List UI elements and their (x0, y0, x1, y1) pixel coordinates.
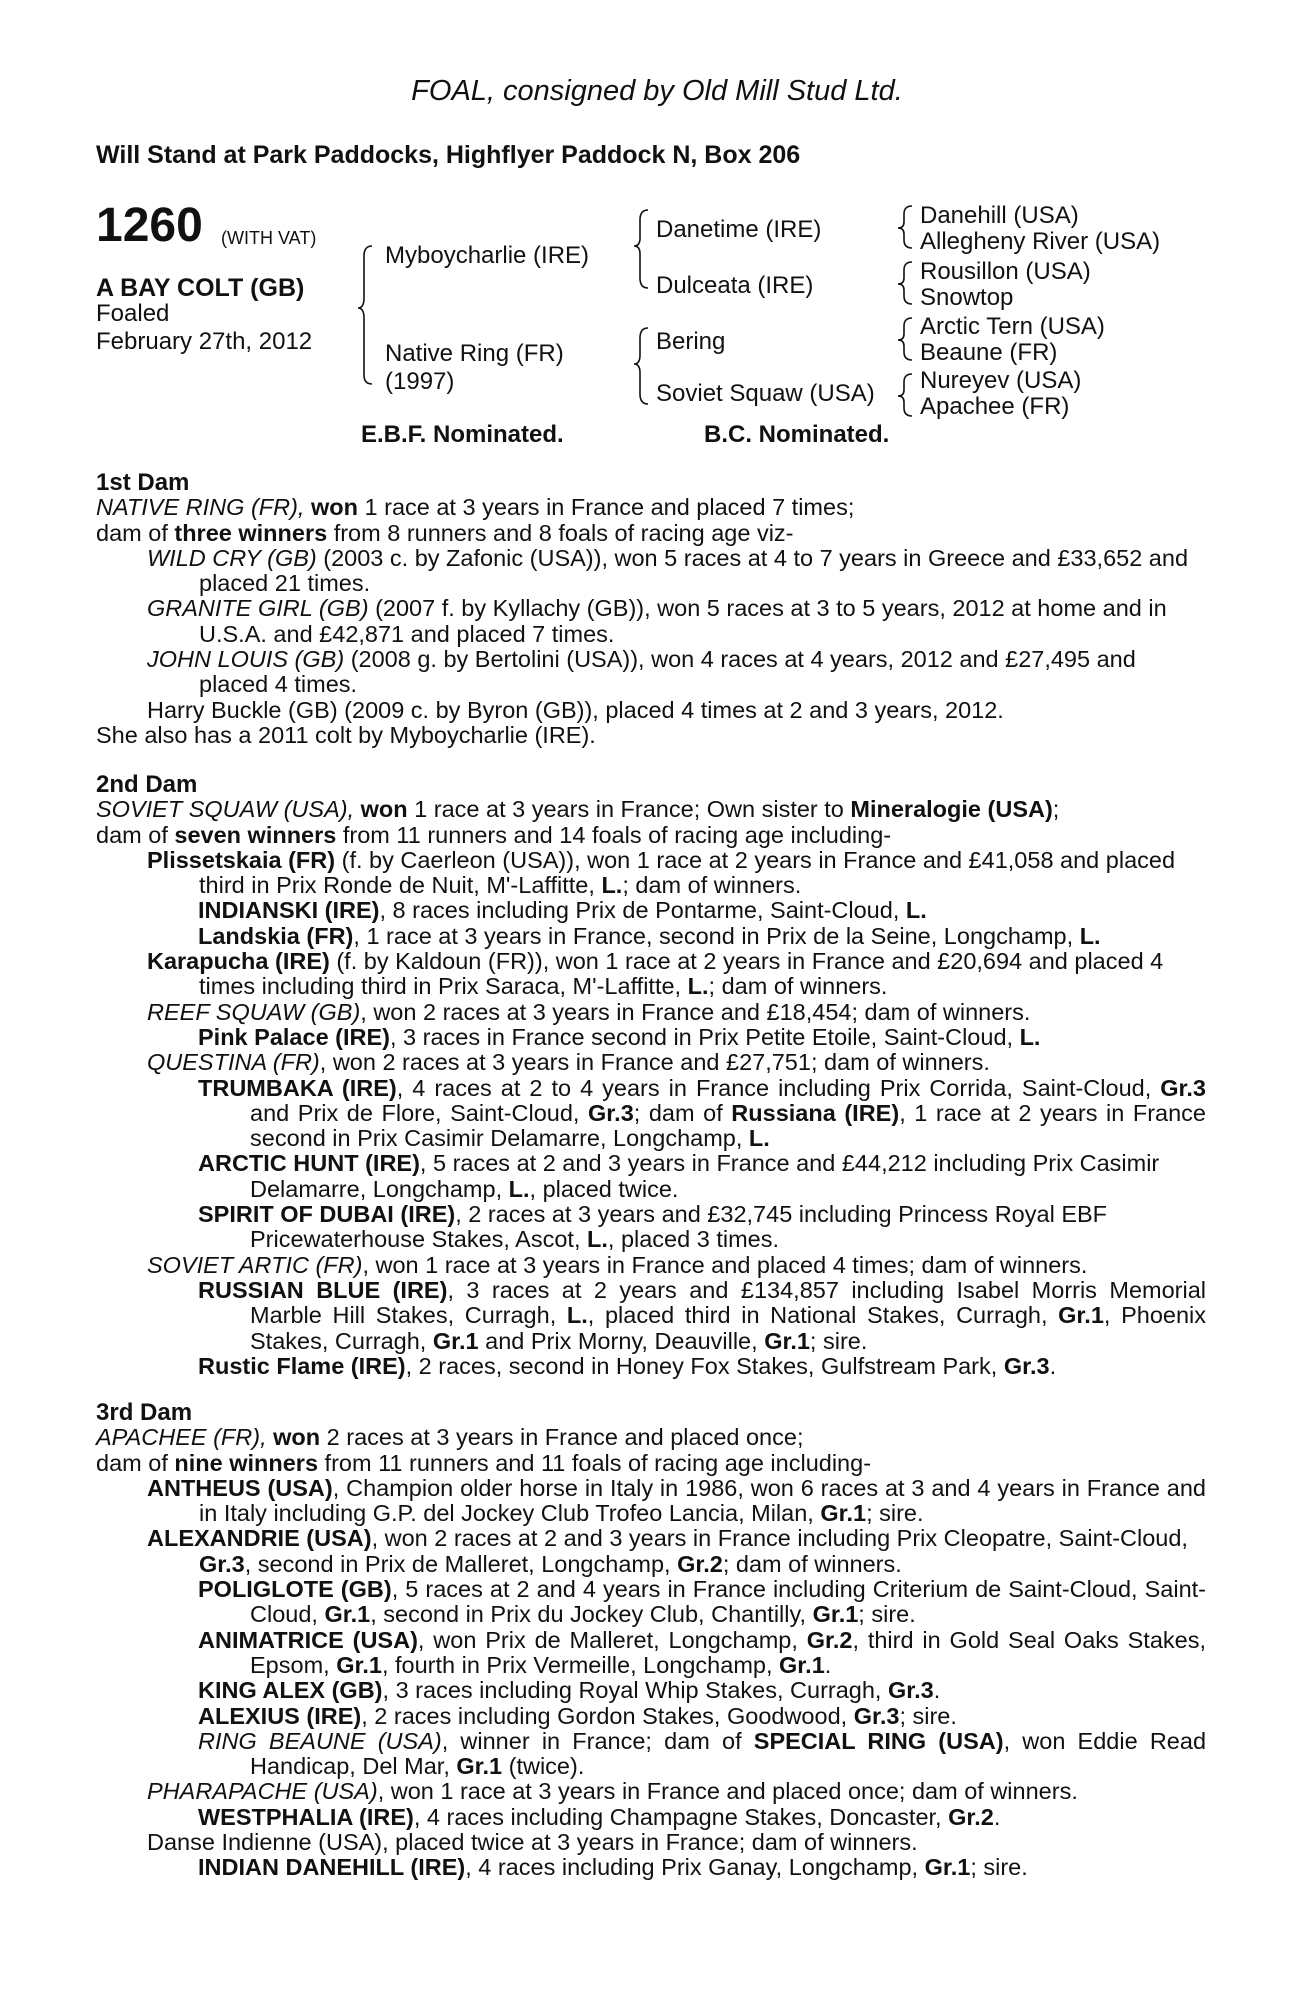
pedigree-gg-7: Nureyev (USA) (920, 367, 1082, 394)
stand-location: Will Stand at Park Paddocks, Highflyer Paddock N, Box 206 (96, 141, 801, 169)
bc-nominated: B.C. Nominated. (704, 421, 890, 448)
family-king-alex: KING ALEX (GB), 3 races including Royal Whip Stakes, Curragh, Gr.3. (198, 1677, 941, 1704)
family-rustic-flame: Rustic Flame (IRE), 2 races, second in Honey Fox Stakes, Gulfstream Park, Gr.3. (198, 1352, 1057, 1379)
third-dam-line-2: dam of nine winners from 11 runners and 11 foals of racing age including- (96, 1449, 872, 1476)
pedigree-dam-sire: Bering (656, 328, 726, 355)
second-dam-section (96, 772, 1206, 1379)
family-westphalia: WESTPHALIA (IRE), 4 races including Champagne Stakes, Doncaster, Gr.2. (198, 1803, 1001, 1830)
pedigree-dam-dam: Soviet Squaw (USA) (656, 380, 875, 407)
offspring-4: Harry Buckle (GB) (2009 c. by Byron (GB)), placed 4 times at 2 and 3 years, 2012. (147, 696, 1004, 723)
first-dam-footer: She also has a 2011 colt by Myboycharlie (IRE). (96, 721, 596, 748)
vat-note: (WITH VAT) (221, 228, 317, 248)
first-dam-section (96, 470, 1206, 748)
pedigree-gg-6: Beaune (FR) (920, 339, 1058, 366)
pedigree-dam: Native Ring (FR) (385, 340, 564, 367)
family-karapucha: Karapucha (IRE) (f. by Kaldoun (FR)), won 1 race at 2 years in France and £20,694 and placed 4 times including third in Prix Saraca, M'-Laffitte, L.; dam of winners. (147, 948, 1164, 1000)
pedigree-dam-year: (1997) (385, 368, 455, 395)
family-indian-danehill: INDIAN DANEHILL (IRE), 4 races including Prix Ganay, Longchamp, Gr.1; sire. (198, 1854, 1028, 1881)
offspring-1: WILD CRY (GB) (2003 c. by Zafonic (USA)), won 5 races at 4 to 7 years in Greece and £33,652 and placed 21 times. (147, 544, 1189, 597)
second-dam-heading: 2nd Dam (96, 771, 198, 798)
family-alexius: ALEXIUS (IRE), 2 races including Gordon Stakes, Goodwood, Gr.3; sire. (198, 1702, 957, 1729)
family-trumbaka: TRUMBAKA (IRE), 4 races at 2 to 4 years in France including Prix Corrida, Saint-Cloud, Gr.3 and Prix de Flore, Saint-Cloud, Gr.3; dam of Russiana (IRE), 1 race at 2 years in France second in Prix Casimir Delamarre, Longchamp, L. (198, 1074, 1206, 1152)
family-alexandrie: ALEXANDRIE (USA), won 2 races at 2 and 3 years in France including Prix Cleopatre, Saint-Cloud, Gr.3, second in Prix de Malleret, Longchamp, Gr.2; dam of winners. (147, 1525, 1188, 1577)
family-poliglote: POLIGLOTE (GB), 5 races at 2 and 4 years in France including Criterium de Saint-Cloud, Saint-Cloud, Gr.1, second in Prix du Jockey Club, Chantilly, Gr.1; sire. (198, 1576, 1206, 1628)
lot-description: A BAY COLT (GB) (96, 274, 305, 302)
family-landskia: Landskia (FR), 1 race at 3 years in France, second in Prix de la Seine, Longchamp, L. (198, 922, 1101, 949)
family-russian-blue: RUSSIAN BLUE (IRE), 3 races at 2 years and £134,857 including Isabel Morris Memorial Marble Hill Stakes, Curragh, L., placed third in National Stakes, Curragh, Gr.1, Phoenix Stakes, Curragh, Gr.1 and Prix Morny, Deauville, Gr.1; sire. (198, 1276, 1206, 1354)
family-spirit-of-dubai: SPIRIT OF DUBAI (IRE), 2 races at 3 years and £32,745 including Princess Royal EBF Pricewaterhouse Stakes, Ascot, L., placed 3 times. (198, 1201, 1108, 1253)
pedigree-gg-5: Arctic Tern (USA) (920, 313, 1105, 340)
family-reef-squaw: REEF SQUAW (GB), won 2 races at 3 years in France and £18,454; dam of winners. (147, 998, 1031, 1025)
first-dam-line-2: dam of three winners from 8 runners and 8 foals of racing age viz- (96, 519, 794, 546)
pedigree-gg-8: Apachee (FR) (920, 393, 1070, 420)
foaled-date: February 27th, 2012 (96, 328, 313, 355)
foaled-label: Foaled (96, 300, 170, 327)
second-dam-line-1: SOVIET SQUAW (USA), won 1 race at 3 years in France; Own sister to Mineralogie (USA); (96, 796, 1060, 823)
first-dam-line-1: NATIVE RING (FR), won 1 race at 3 years in France and placed 7 times; (96, 494, 855, 521)
offspring-3: JOHN LOUIS (GB) (2008 g. by Bertolini (USA)), won 4 races at 4 years, 2012 and £27,495 and placed 4 times. (147, 646, 1136, 698)
family-soviet-artic: SOVIET ARTIC (FR), won 1 race at 3 years in France and placed 4 times; dam of winners. (147, 1251, 1088, 1278)
pedigree-gg-2: Allegheny River (USA) (920, 228, 1161, 255)
pedigree-gg-4: Snowtop (920, 284, 1014, 311)
offspring-2: GRANITE GIRL (GB) (2007 f. by Kyllachy (GB)), won 5 races at 3 to 5 years, 2012 at home and in U.S.A. and £42,871 and placed 7 times. (147, 595, 1167, 647)
third-dam-line-1: APACHEE (FR), won 2 races at 3 years in France and placed once; (96, 1424, 804, 1451)
family-pink-palace: Pink Palace (IRE), 3 races in France second in Prix Petite Etoile, Saint-Cloud, L. (198, 1023, 1041, 1050)
family-animatrice: ANIMATRICE (USA), won Prix de Malleret, Longchamp, Gr.2, third in Gold Seal Oaks Stakes, Epsom, Gr.1, fourth in Prix Vermeille, Longchamp, Gr.1. (198, 1626, 1206, 1678)
first-dam-heading: 1st Dam (96, 469, 190, 496)
family-plissetskaia: Plissetskaia (FR) (f. by Caerleon (USA)), won 1 race at 2 years in France and £41,058 and placed third in Prix Ronde de Nuit, M'-Laffitte, L.; dam of winners. (147, 846, 1176, 899)
pedigree-gg-3: Rousillon (USA) (920, 258, 1091, 285)
family-questina: QUESTINA (FR), won 2 races at 3 years in France and £27,751; dam of winners. (147, 1049, 990, 1076)
second-dam-line-2: dam of seven winners from 11 runners and 14 foals of racing age including- (96, 821, 892, 848)
consignment-line: FOAL, consigned by Old Mill Stud Ltd. (411, 75, 903, 107)
lot-number: 1260 (96, 199, 203, 252)
family-antheus: ANTHEUS (USA), Champion older horse in Italy in 1986, won 6 races at 3 and 4 years in France and in Italy including G.P. del Jockey Club Trofeo Lancia, Milan, Gr.1; sire. (147, 1474, 1206, 1527)
family-indianski: INDIANSKI (IRE), 8 races including Prix de Pontarme, Saint-Cloud, L. (198, 897, 927, 924)
pedigree-sire-dam: Dulceata (IRE) (656, 272, 814, 299)
family-arctic-hunt: ARCTIC HUNT (IRE), 5 races at 2 and 3 years in France and £44,212 including Prix Casimir Delamarre, Longchamp, L., placed twice. (198, 1150, 1160, 1202)
third-dam-heading: 3rd Dam (96, 1399, 193, 1426)
ebf-nominated: E.B.F. Nominated. (361, 421, 564, 448)
family-pharapache: PHARAPACHE (USA), won 1 race at 3 years in France and placed once; dam of winners. (147, 1778, 1078, 1805)
family-ring-beaune: RING BEAUNE (USA), winner in France; dam of SPECIAL RING (USA), won Eddie Read Handicap, Del Mar, Gr.1 (twice). (198, 1727, 1207, 1780)
family-danse-indienne: Danse Indienne (USA), placed twice at 3 years in France; dam of winners. (147, 1829, 918, 1856)
pedigree-gg-1: Danehill (USA) (920, 202, 1079, 229)
pedigree-sire: Myboycharlie (IRE) (385, 242, 590, 269)
pedigree-sire-sire: Danetime (IRE) (656, 216, 822, 243)
third-dam-section (96, 1400, 1206, 1881)
